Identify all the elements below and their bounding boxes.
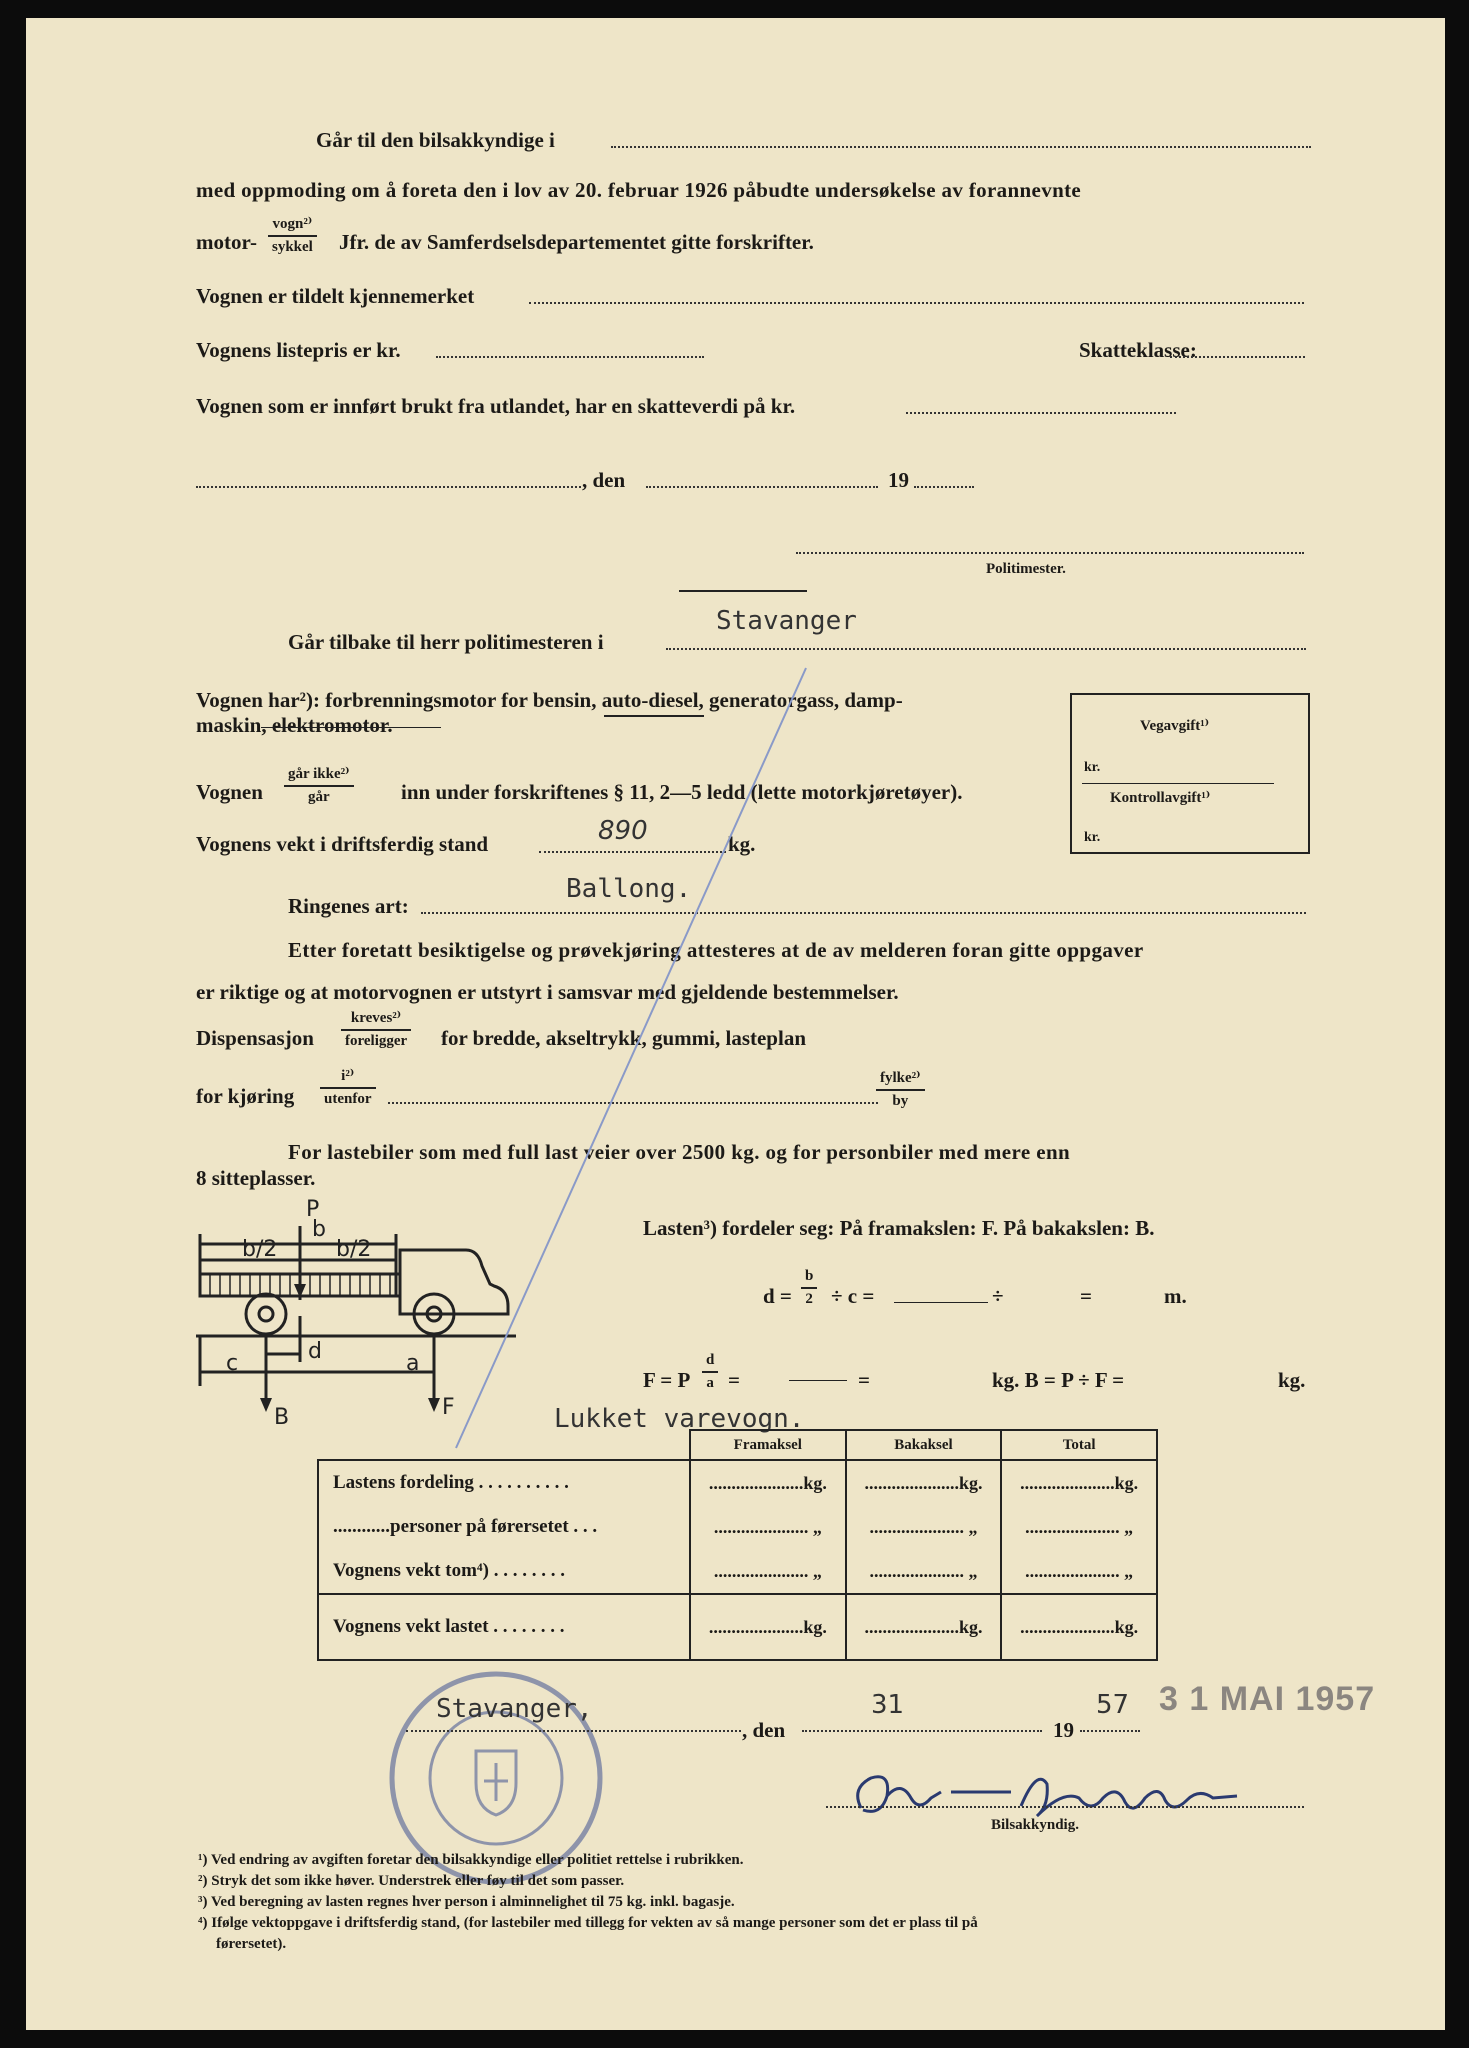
cell-front[interactable]: .....................kg.	[690, 1594, 846, 1660]
diagram-f-force-label: F	[442, 1395, 455, 1420]
d-formula-prefix: d =	[763, 1284, 792, 1308]
goes-to-inspector-label: Går til den bilsakkyndige i	[316, 128, 555, 152]
diagram-c-label: c	[226, 1351, 239, 1376]
d-over-a-fraction: $\frac{d}{a}$	[702, 1352, 718, 1392]
engine-types-line-1: Vognen har²): forbrenningsmotor for bensin, auto-diesel, generatorgass, damp-	[196, 688, 903, 712]
b-over-2-fraction: $\frac{b}{2}$	[801, 1268, 817, 1308]
cell-total[interactable]: .....................kg.	[1001, 1594, 1157, 1660]
inspector-signature-field[interactable]	[826, 1806, 1304, 1808]
table-row	[318, 1549, 1157, 1594]
signature-city-value: Stavanger,	[436, 1694, 593, 1724]
weight-unit: kg.	[728, 832, 756, 856]
row-label: Vognens vekt tom⁴) . . . . . . . .	[318, 1549, 690, 1594]
signature-place-field[interactable]	[406, 1730, 741, 1732]
tax-class-label: Skatteklasse:	[1079, 338, 1197, 362]
inspector-name-field[interactable]	[611, 146, 1311, 148]
received-date-stamp: 3 1 MAI 1957	[1159, 1680, 1376, 1718]
d-formula-divide: ÷	[992, 1284, 1004, 1308]
motor-prefix: motor-	[196, 230, 258, 254]
cell-front[interactable]: ..................... „	[690, 1505, 846, 1549]
load-intro-line-1: For lastebiler som med full last veier over 2500 kg. og for personbiler med mere enn	[288, 1140, 1071, 1164]
d-formula-unit: m.	[1164, 1284, 1187, 1308]
f-formula-equals: =	[728, 1368, 740, 1392]
cell-rear[interactable]: ..................... „	[846, 1505, 1002, 1549]
weight-label: Vognens vekt i driftsferdig stand	[196, 832, 489, 856]
fylke-by-fraction: fylke²⁾ by	[876, 1068, 925, 1110]
col-front-axle: Framaksel	[690, 1430, 846, 1460]
f-formula-prefix: F = P	[643, 1368, 691, 1392]
date-den-label: , den	[582, 468, 626, 492]
form-page	[26, 18, 1445, 2030]
diagram-b-label: b	[312, 1217, 326, 1242]
attestation-line-2: er riktige og at motorvognen er utstyrt i samsvar med gjeldende bestemmelser.	[196, 980, 899, 1004]
weight-value: 890	[598, 816, 648, 846]
request-text-line: med oppmoding om å foreta den i lov av 20. februar 1926 påbudte undersøkelse av forannevnte	[196, 178, 1082, 202]
diagram-b-half-left: b/2	[242, 1237, 278, 1262]
date-field[interactable]	[646, 486, 878, 488]
dispensation-label: Dispensasjon	[196, 1026, 314, 1050]
col-total: Total	[1001, 1430, 1157, 1460]
year-prefix: 19	[888, 468, 909, 492]
cell-front[interactable]: ..................... „	[690, 1549, 846, 1594]
fee-divider	[1082, 783, 1274, 784]
engine-strike-line	[261, 727, 441, 728]
load-distribution-label: Lasten³) fordeler seg: På framakslen: F. På bakakslen: B.	[643, 1216, 1155, 1240]
diagram-b-force-label: B	[274, 1405, 290, 1430]
road-fee-kr: kr.	[1084, 760, 1101, 775]
registration-field[interactable]	[529, 302, 1304, 304]
returns-to-police-label: Går tilbake til herr politimesteren i	[288, 630, 604, 654]
tire-type-label: Ringenes art:	[288, 894, 409, 918]
signature-day-value: 31	[871, 1690, 905, 1720]
return-city-value: Stavanger	[716, 606, 857, 636]
dispensation-text: for bredde, akseltrykk, gummi, lasteplan	[441, 1026, 806, 1050]
row-label: ............personer på førersetet . . .	[318, 1505, 690, 1549]
row-label: Vognens vekt lastet . . . . . . . .	[318, 1594, 690, 1660]
load-intro-line-2: 8 sitteplasser.	[196, 1166, 316, 1190]
footnote-3: ³) Ved beregning av lasten regnes hver person i alminnelighet til 75 kg. inkl. bagasje.	[198, 1894, 735, 1910]
signature-year-field[interactable]	[1080, 1730, 1140, 1732]
import-value-label: Vognen som er innført brukt fra utlandet, har en skatteverdi på kr.	[196, 394, 796, 418]
cell-total[interactable]: .....................kg.	[1001, 1460, 1157, 1505]
d-formula-blank-1[interactable]	[894, 1302, 988, 1303]
table-row	[318, 1505, 1157, 1549]
footnote-1: ¹) Ved endring av avgiften foretar den bilsakkyndige eller politiet rettelse i rubrikken.	[198, 1852, 744, 1868]
vehicle-label: Vognen	[196, 780, 263, 804]
cell-rear[interactable]: .....................kg.	[846, 1594, 1002, 1660]
place-field[interactable]	[196, 486, 581, 488]
section-divider	[679, 590, 807, 592]
table-row	[318, 1594, 1157, 1660]
light-vehicles-text: inn under forskriftenes § 11, 2—5 ledd (lette motorkjøretøyer).	[401, 780, 963, 804]
police-signature-field[interactable]	[796, 552, 1304, 554]
registration-label: Vognen er tildelt kjennemerket	[196, 284, 475, 308]
f-formula-equals-2: =	[858, 1368, 870, 1392]
footnote-4: ⁴) Ifølge vektoppgave i driftsferdig stand, (for lastebiler med tillegg for vekten av så mange personer som det er plass til på	[198, 1915, 978, 1931]
tax-class-field[interactable]	[1170, 356, 1305, 358]
year-field[interactable]	[914, 486, 974, 488]
load-distribution-table	[317, 1429, 1158, 1661]
vogn-sykkel-fraction: vogn²⁾ sykkel	[268, 214, 317, 256]
inspector-title-label: Bilsakkyndig.	[991, 1817, 1079, 1833]
b-formula-unit: kg.	[1278, 1368, 1306, 1392]
gar-fraction: går ikke²⁾ går	[284, 764, 354, 806]
pencil-strike-line	[446, 658, 826, 1458]
signature-date-field[interactable]	[802, 1730, 1042, 1732]
attestation-line-1: Etter foretatt besiktigelse og prøvekjøring attesteres at de av melderen foran gitte oppgaver	[288, 938, 1144, 962]
import-value-field[interactable]	[906, 412, 1176, 414]
road-fee-label: Vegavgift¹⁾	[1140, 718, 1210, 734]
d-formula-minus-c: ÷ c =	[831, 1284, 875, 1308]
signature-year-prefix: 19	[1053, 1718, 1074, 1742]
kreves-fraction: kreves²⁾ foreligger	[341, 1008, 411, 1050]
signature-year-value: 57	[1096, 1690, 1130, 1720]
returns-to-field[interactable]	[666, 648, 1306, 650]
cell-total[interactable]: ..................... „	[1001, 1549, 1157, 1594]
regulations-text: Jfr. de av Samferdselsdepartementet gitte forskrifter.	[339, 230, 814, 254]
row-label: Lastens fordeling . . . . . . . . . .	[318, 1460, 690, 1505]
list-price-field[interactable]	[436, 356, 704, 358]
footnote-4-cont: førersetet).	[216, 1936, 287, 1952]
control-fee-label: Kontrollavgift¹⁾	[1110, 790, 1211, 806]
signature-den-label: , den	[742, 1718, 786, 1742]
footnote-2: ²) Stryk det som ikke høver. Understrek eller føy til det som passer.	[198, 1873, 625, 1889]
diagram-d-label: d	[308, 1339, 322, 1364]
cell-rear[interactable]: .....................kg.	[846, 1460, 1002, 1505]
d-formula-equals: =	[1080, 1284, 1092, 1308]
driving-label: for kjøring	[196, 1084, 295, 1108]
col-rear-axle: Bakaksel	[846, 1430, 1002, 1460]
fee-box	[1070, 693, 1310, 854]
i-utenfor-fraction: i²⁾ utenfor	[320, 1066, 376, 1108]
diagram-p-label: P	[306, 1197, 320, 1222]
vehicle-type-value: Lukket varevogn.	[554, 1404, 805, 1434]
engine-types-line-2: maskin, elektromotor.	[196, 713, 393, 737]
cell-front[interactable]: .....................kg.	[690, 1460, 846, 1505]
b-formula-text: kg. B = P ÷ F =	[992, 1368, 1125, 1392]
list-price-label: Vognens listepris er kr.	[196, 338, 401, 362]
diagram-b-half-right: b/2	[336, 1237, 372, 1262]
cell-rear[interactable]: ..................... „	[846, 1549, 1002, 1594]
cell-total[interactable]: ..................... „	[1001, 1505, 1157, 1549]
police-chief-label: Politimester.	[986, 561, 1066, 577]
control-fee-kr: kr.	[1084, 830, 1101, 845]
tire-type-value: Ballong.	[566, 874, 692, 904]
table-row	[318, 1460, 1157, 1505]
diagram-a-label: a	[406, 1351, 420, 1376]
